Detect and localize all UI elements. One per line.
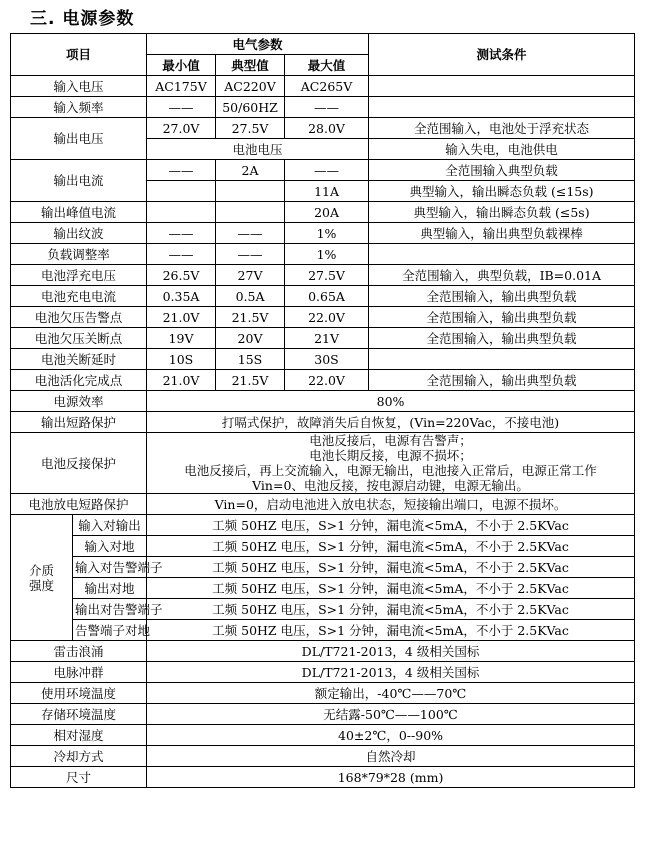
test-condition: 典型输入，输出瞬态负载 (≤15s) <box>369 181 635 202</box>
header-row <box>11 34 635 55</box>
table-row <box>11 328 635 349</box>
min-value: —— <box>147 160 216 181</box>
table-row <box>11 118 635 139</box>
span-value: 电池电压 <box>147 139 369 160</box>
header-item: 项目 <box>11 34 147 76</box>
table-row <box>11 307 635 328</box>
span-value: 无结露-50℃——100℃ <box>147 704 635 725</box>
table-row <box>11 557 635 578</box>
row-label: 输出峰值电流 <box>11 202 147 223</box>
row-label: 输入对告警端子 <box>73 557 147 578</box>
min-value: —— <box>147 223 216 244</box>
typ-value: 50/60HZ <box>216 97 285 118</box>
max-value: 11A <box>285 181 369 202</box>
row-label: 输出对告警端子 <box>73 599 147 620</box>
span-value: 工频 50HZ 电压，S>1 分钟，漏电流<5mA，不小于 2.5KVac <box>147 536 635 557</box>
span-value: 工频 50HZ 电压，S>1 分钟，漏电流<5mA，不小于 2.5KVac <box>147 599 635 620</box>
table-row <box>11 370 635 391</box>
typ-value: AC220V <box>216 76 285 97</box>
row-label: 输入对地 <box>73 536 147 557</box>
table-row <box>11 76 635 97</box>
table-row <box>11 599 635 620</box>
min-value: 27.0V <box>147 118 216 139</box>
protect-line: 电池反接后，电源有告警声； <box>309 433 472 448</box>
span-value: Vin=0，启动电池进入放电状态，短接输出端口，电源不损坏。 <box>147 494 635 515</box>
test-condition: 典型输入，输出瞬态负载 (≤5s) <box>369 202 635 223</box>
header-typ: 典型值 <box>216 55 285 76</box>
test-condition: 全范围输入，电池处于浮充状态 <box>369 118 635 139</box>
test-condition: 全范围输入典型负载 <box>369 160 635 181</box>
min-value: 21.0V <box>147 370 216 391</box>
table-row <box>11 725 635 746</box>
test-condition: 全范围输入，输出典型负载 <box>369 286 635 307</box>
max-value: 1% <box>285 223 369 244</box>
span-value: DL/T721-2013，4 级相关国标 <box>147 662 635 683</box>
row-label: 雷击浪涌 <box>11 641 147 662</box>
table-row <box>11 683 635 704</box>
span-value: 168*79*28 (mm) <box>147 767 635 788</box>
row-label: 使用环境温度 <box>11 683 147 704</box>
table-row <box>11 223 635 244</box>
min-value: —— <box>147 244 216 265</box>
row-label: 电池关断延时 <box>11 349 147 370</box>
reverse-protect-lines <box>147 433 635 494</box>
table-row <box>11 746 635 767</box>
table-row <box>11 620 635 641</box>
row-label: 冷却方式 <box>11 746 147 767</box>
protect-line: 电池反接后，再上交流输入，电源无输出，电池接入正常后，电源正常工作 <box>184 463 597 478</box>
row-label: 输入对输出 <box>73 515 147 536</box>
max-value: —— <box>285 97 369 118</box>
span-value: 80% <box>147 391 635 412</box>
min-value: 26.5V <box>147 265 216 286</box>
table-row <box>11 494 635 515</box>
table-row <box>11 412 635 433</box>
min-value: —— <box>147 97 216 118</box>
table-row <box>11 286 635 307</box>
row-label: 输出纹波 <box>11 223 147 244</box>
max-value: 22.0V <box>285 370 369 391</box>
typ-value: 27.5V <box>216 118 285 139</box>
test-condition <box>369 349 635 370</box>
max-value: —— <box>285 160 369 181</box>
typ-value: 21.5V <box>216 370 285 391</box>
span-value: 工频 50HZ 电压，S>1 分钟，漏电流<5mA，不小于 2.5KVac <box>147 557 635 578</box>
max-value: 21V <box>285 328 369 349</box>
table-row <box>11 244 635 265</box>
row-label: 电池活化完成点 <box>11 370 147 391</box>
min-value <box>147 181 216 202</box>
span-value: DL/T721-2013，4 级相关国标 <box>147 641 635 662</box>
row-label: 负载调整率 <box>11 244 147 265</box>
row-label: 电池浮充电压 <box>11 265 147 286</box>
row-label: 电池放电短路保护 <box>11 494 147 515</box>
test-condition <box>369 76 635 97</box>
row-label: 输出短路保护 <box>11 412 147 433</box>
span-value: 40±2℃，0--90% <box>147 725 635 746</box>
header-test: 测试条件 <box>369 34 635 76</box>
row-label: 输出电压 <box>11 118 147 160</box>
typ-value: 27V <box>216 265 285 286</box>
dielectric-cat-line: 介质 <box>28 562 54 578</box>
header-min: 最小值 <box>147 55 216 76</box>
typ-value: 20V <box>216 328 285 349</box>
max-value: AC265V <box>285 76 369 97</box>
typ-value: 2A <box>216 160 285 181</box>
min-value: AC175V <box>147 76 216 97</box>
test-condition: 典型输入，输出典型负载裸棒 <box>369 223 635 244</box>
protect-line: 电池长期反接，电源不损坏； <box>309 448 472 463</box>
row-label: 电源效率 <box>11 391 147 412</box>
row-label: 电池欠压告警点 <box>11 307 147 328</box>
dielectric-cat-line: 强度 <box>28 577 54 593</box>
typ-value: —— <box>216 223 285 244</box>
table-row <box>11 202 635 223</box>
test-condition: 全范围输入，输出典型负载 <box>369 370 635 391</box>
typ-value: 0.5A <box>216 286 285 307</box>
test-condition <box>369 97 635 118</box>
header-max: 最大值 <box>285 55 369 76</box>
max-value: 1% <box>285 244 369 265</box>
row-label: 电池充电电流 <box>11 286 147 307</box>
typ-value: 15S <box>216 349 285 370</box>
test-condition: 全范围输入，输出典型负载 <box>369 328 635 349</box>
max-value: 0.65A <box>285 286 369 307</box>
typ-value: 21.5V <box>216 307 285 328</box>
test-condition <box>369 244 635 265</box>
table-row <box>11 265 635 286</box>
span-value: 工频 50HZ 电压，S>1 分钟，漏电流<5mA，不小于 2.5KVac <box>147 578 635 599</box>
table-row <box>11 160 635 181</box>
table-row <box>11 97 635 118</box>
row-label: 输出对地 <box>73 578 147 599</box>
section-heading: 三. 电源参数 <box>30 9 135 29</box>
typ-value: —— <box>216 244 285 265</box>
span-value: 额定输出，-40℃——70℃ <box>147 683 635 704</box>
min-value: 10S <box>147 349 216 370</box>
table-row <box>11 349 635 370</box>
max-value: 28.0V <box>285 118 369 139</box>
typ-value <box>216 202 285 223</box>
table-row <box>11 578 635 599</box>
row-label: 相对湿度 <box>11 725 147 746</box>
dielectric-category <box>11 515 73 641</box>
row-label: 存储环境温度 <box>11 704 147 725</box>
span-value: 打嗝式保护，故障消失后自恢复，(Vin=220Vac，不接电池) <box>147 412 635 433</box>
min-value: 19V <box>147 328 216 349</box>
row-label: 输入频率 <box>11 97 147 118</box>
min-value: 21.0V <box>147 307 216 328</box>
test-condition: 全范围输入，输出典型负载 <box>369 307 635 328</box>
max-value: 22.0V <box>285 307 369 328</box>
row-label: 输入电压 <box>11 76 147 97</box>
row-label: 电池欠压关断点 <box>11 328 147 349</box>
span-value: 工频 50HZ 电压，S>1 分钟，漏电流<5mA，不小于 2.5KVac <box>147 515 635 536</box>
test-condition: 输入失电，电池供电 <box>369 139 635 160</box>
max-value: 20A <box>285 202 369 223</box>
test-condition: 全范围输入，典型负载，IB=0.01A <box>369 265 635 286</box>
header-electrical: 电气参数 <box>147 34 369 55</box>
table-row <box>11 704 635 725</box>
max-value: 27.5V <box>285 265 369 286</box>
max-value: 30S <box>285 349 369 370</box>
row-label: 告警端子对地 <box>73 620 147 641</box>
table-row <box>11 536 635 557</box>
table-row <box>11 641 635 662</box>
table-row <box>11 433 635 494</box>
span-value: 自然冷却 <box>147 746 635 767</box>
power-spec-table <box>10 33 635 788</box>
row-label: 尺寸 <box>11 767 147 788</box>
table-row <box>11 662 635 683</box>
table-row <box>11 767 635 788</box>
typ-value <box>216 181 285 202</box>
row-label: 电脉冲群 <box>11 662 147 683</box>
protect-line: Vin=0、电池反接，按电源启动键，电源无输出。 <box>252 478 529 493</box>
min-value: 0.35A <box>147 286 216 307</box>
table-row <box>11 515 635 536</box>
min-value <box>147 202 216 223</box>
table-row <box>11 391 635 412</box>
row-label: 输出电流 <box>11 160 147 202</box>
row-label: 电池反接保护 <box>11 433 147 494</box>
span-value: 工频 50HZ 电压，S>1 分钟，漏电流<5mA，不小于 2.5KVac <box>147 620 635 641</box>
